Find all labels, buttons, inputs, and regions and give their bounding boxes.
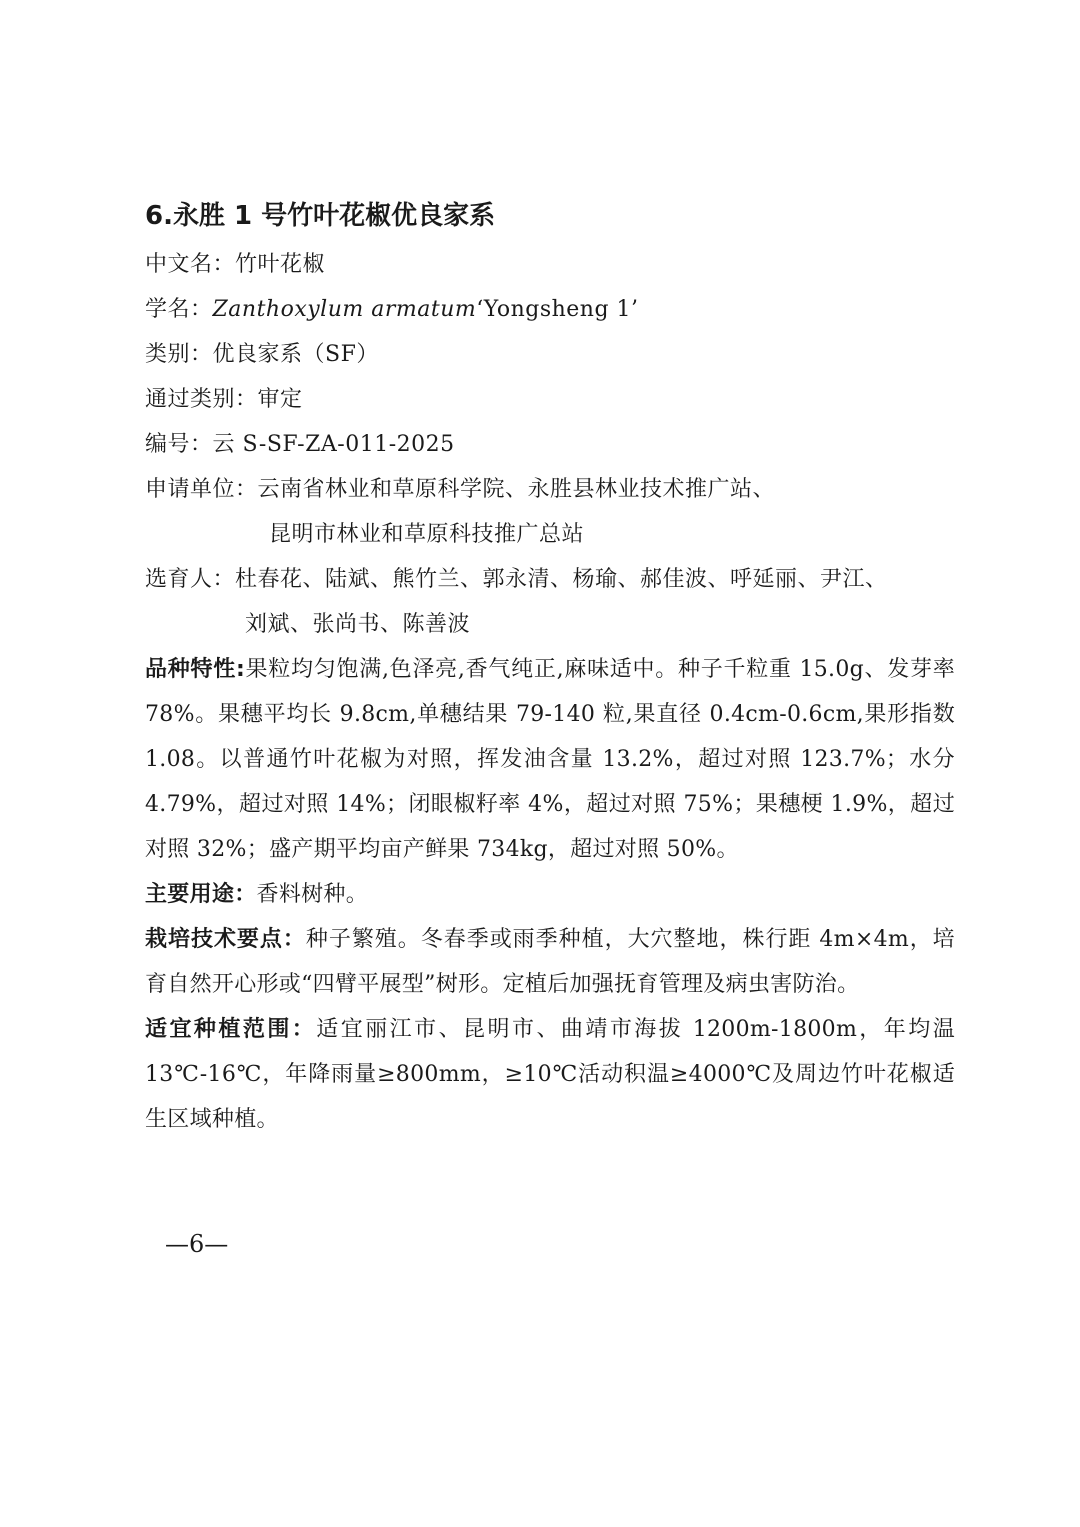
planting-range-label: 适宜种植范围： xyxy=(145,1017,317,1042)
scientific-name-cultivar: ‘Yongsheng 1’ xyxy=(476,297,639,322)
number-label: 编号： xyxy=(145,432,213,457)
approval-type-value: 审定 xyxy=(257,387,303,412)
category-row xyxy=(145,332,955,377)
cultivation-paragraph xyxy=(145,917,955,1007)
scientific-name-row xyxy=(145,287,955,332)
scientific-name-italic: Zanthoxylum armatum xyxy=(212,297,477,322)
approval-type-row xyxy=(145,377,955,422)
characteristics-paragraph xyxy=(145,647,955,872)
characteristics-text: 果粒均匀饱满,色泽亮,香气纯正,麻味适中。种子千粒重 15.0g、发芽率 78%。果穗平均长 9.8cm,单穗结果 79-140 粒,果直径 0.4cm-0.6cm,果形指数 1.08。以普通竹叶花椒为对照，挥发油含量 13.2%，超过对照 123.7%；水分 4.79%，超过对照 14%；闭眼椒籽率 4%，超过对照 75%；果穗梗 1.9%，超过对照 32%；盛产期平均亩产鲜果 734kg，超过对照 50%。 xyxy=(145,657,955,862)
applicant-row xyxy=(145,467,955,512)
planting-range-paragraph xyxy=(145,1007,955,1142)
approval-type-label: 通过类别： xyxy=(145,387,258,412)
number-row xyxy=(145,422,955,467)
chinese-name-value: 竹叶花椒 xyxy=(235,252,326,277)
applicant-line-2: 昆明市林业和草原科技推广总站 xyxy=(269,522,585,547)
main-use-label: 主要用途： xyxy=(145,882,257,907)
cultivation-text: 种子繁殖。冬春季或雨季种植，大穴整地，株行距 4m×4m，培育自然开心形或“四臂平展型”树形。定植后加强抚育管理及病虫害防治。 xyxy=(145,927,955,997)
chinese-name-label: 中文名： xyxy=(145,252,236,277)
breeders-row xyxy=(145,557,955,602)
breeders-row-continued xyxy=(145,602,955,647)
category-label: 类别： xyxy=(145,342,213,367)
characteristics-label: 品种特性: xyxy=(145,657,246,682)
cultivation-label: 栽培技术要点： xyxy=(145,927,306,952)
page-number: —6— xyxy=(165,1230,229,1258)
applicant-line-1: 云南省林业和草原科学院、永胜县林业技术推广站、 xyxy=(257,477,776,502)
main-use-paragraph xyxy=(145,872,955,917)
breeders-line-1: 杜春花、陆斌、熊竹兰、郭永清、杨瑜、郝佳波、呼延丽、尹江、 xyxy=(235,567,888,592)
breeders-label: 选育人： xyxy=(145,567,236,592)
applicant-row-continued xyxy=(145,512,955,557)
page-title: 6.永胜 1 号竹叶花椒优良家系 xyxy=(145,201,496,231)
number-value: 云 S-SF-ZA-011-2025 xyxy=(212,432,455,457)
breeders-line-2: 刘斌、张尚书、陈善波 xyxy=(245,612,471,637)
category-value: 优良家系（SF） xyxy=(212,342,379,367)
planting-range-text: 适宜丽江市、昆明市、曲靖市海拔 1200m-1800m，年均温 13℃-16℃，年降雨量≥800mm，≥10℃活动积温≥4000℃及周边竹叶花椒适生区域种植。 xyxy=(145,1017,955,1132)
scientific-name-label: 学名： xyxy=(145,297,213,322)
applicant-label: 申请单位： xyxy=(145,477,258,502)
main-use-text: 香料树种。 xyxy=(256,882,369,907)
document-body xyxy=(145,190,955,1142)
chinese-name-row xyxy=(145,242,955,287)
